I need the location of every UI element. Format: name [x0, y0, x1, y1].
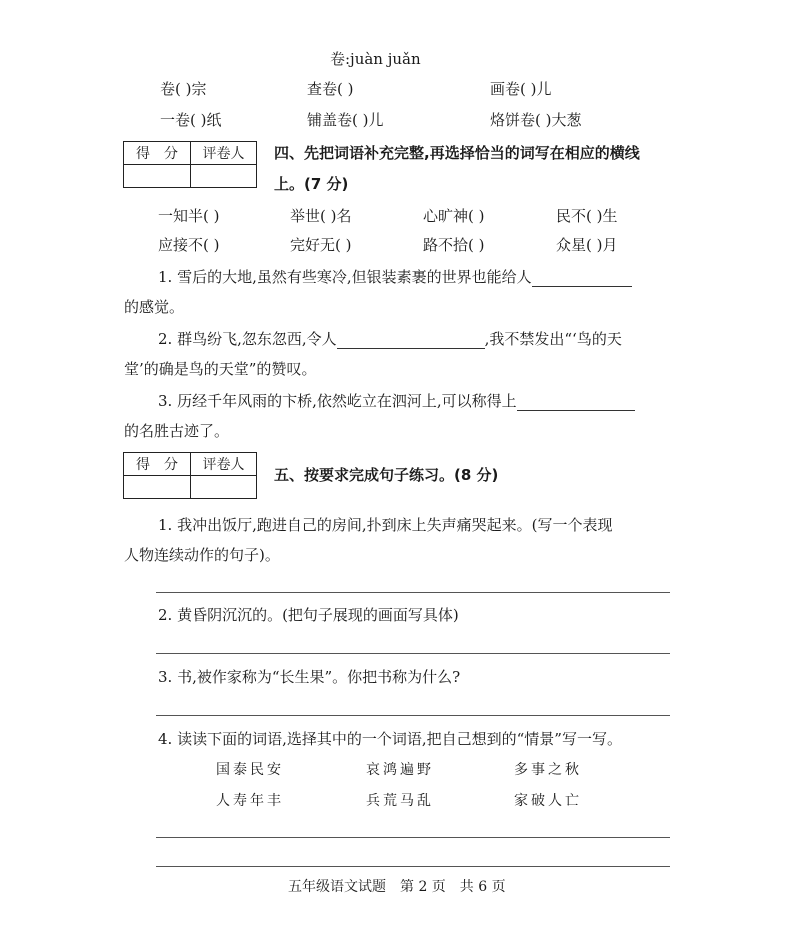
question-4-2 — [158, 328, 622, 349]
polyphone-item: 查卷( ) — [307, 80, 354, 98]
question-text: 人物连续动作的句子)。 — [124, 546, 280, 564]
polyphone-item: 烙饼卷( )大葱 — [490, 111, 582, 129]
score-cell[interactable] — [124, 476, 191, 499]
question-text: 1. 雪后的大地,虽然有些寒冷,但银装素裹的世界也能给人 — [158, 268, 532, 286]
question-text: 堂’的确是鸟的天堂”的赞叹。 — [124, 360, 317, 378]
question-text: 4. 读读下面的词语,选择其中的一个词语,把自己想到的“情景”写一写。 — [158, 730, 622, 748]
idiom-item: 心旷神( ) — [423, 207, 485, 225]
idiom-item: 众星( )月 — [556, 236, 618, 254]
question-4-3 — [158, 390, 635, 411]
section4-title-cont: 上。(7 分) — [274, 175, 349, 193]
question-text: 2. 群鸟纷飞,忽东忽西,令人 — [158, 330, 337, 348]
score-box — [123, 452, 257, 499]
idiom-item: 应接不( ) — [158, 236, 220, 254]
question-text: 3. 书,被作家称为“长生果”。你把书称为什么? — [158, 668, 461, 686]
score-cell[interactable] — [124, 165, 191, 188]
polyphone-item: 一卷( )纸 — [160, 111, 222, 129]
polyphone-item: 铺盖卷( )儿 — [307, 111, 384, 129]
polyphone-header: 卷:juàn juǎn — [330, 50, 421, 68]
idiom-item: 一知半( ) — [158, 207, 220, 225]
question-text: 2. 黄昏阴沉沉的。(把句子展现的画面写具体) — [158, 606, 459, 624]
idiom-item: 举世( )名 — [290, 207, 352, 225]
question-text: 1. 我冲出饭厅,跑进自己的房间,扑到床上失声痛哭起来。(写一个表现 — [158, 516, 613, 534]
polyphone-item: 卷( )宗 — [160, 80, 207, 98]
word-item: 人寿年丰 — [216, 793, 284, 809]
grader-cell[interactable] — [191, 476, 257, 499]
score-box — [123, 141, 257, 188]
grader-cell[interactable] — [191, 165, 257, 188]
grader-label: 评卷人 — [191, 142, 257, 165]
idiom-item: 民不( )生 — [556, 207, 618, 225]
score-label: 得 分 — [124, 142, 191, 165]
word-item: 家破人亡 — [514, 793, 582, 809]
question-text: ,我不禁发出“‘鸟的天 — [484, 330, 622, 348]
answer-line[interactable] — [156, 715, 670, 716]
idiom-item: 完好无( ) — [290, 236, 352, 254]
question-4-1 — [158, 266, 632, 287]
word-item: 兵荒马乱 — [366, 793, 434, 809]
question-text: 的名胜古迹了。 — [124, 422, 230, 440]
answer-blank[interactable] — [517, 394, 635, 411]
word-item: 国泰民安 — [216, 762, 284, 778]
page-footer: 五年级语文试题 第 2 页 共 6 页 — [288, 879, 506, 895]
question-text: 的感觉。 — [124, 298, 185, 316]
grader-label: 评卷人 — [191, 453, 257, 476]
word-item: 多事之秋 — [514, 762, 582, 778]
answer-line[interactable] — [156, 837, 670, 838]
answer-line[interactable] — [156, 866, 670, 867]
answer-blank[interactable] — [337, 332, 485, 349]
section5-title: 五、按要求完成句子练习。(8 分) — [274, 466, 499, 484]
word-item: 哀鸿遍野 — [366, 762, 434, 778]
section4-title: 四、先把词语补充完整,再选择恰当的词写在相应的横线 — [274, 144, 640, 162]
idiom-item: 路不拾( ) — [423, 236, 485, 254]
polyphone-item: 画卷( )儿 — [490, 80, 552, 98]
answer-line[interactable] — [156, 653, 670, 654]
answer-blank[interactable] — [532, 270, 632, 287]
question-text: 3. 历经千年风雨的卞桥,依然屹立在泗河上,可以称得上 — [158, 392, 517, 410]
answer-line[interactable] — [156, 592, 670, 593]
score-label: 得 分 — [124, 453, 191, 476]
